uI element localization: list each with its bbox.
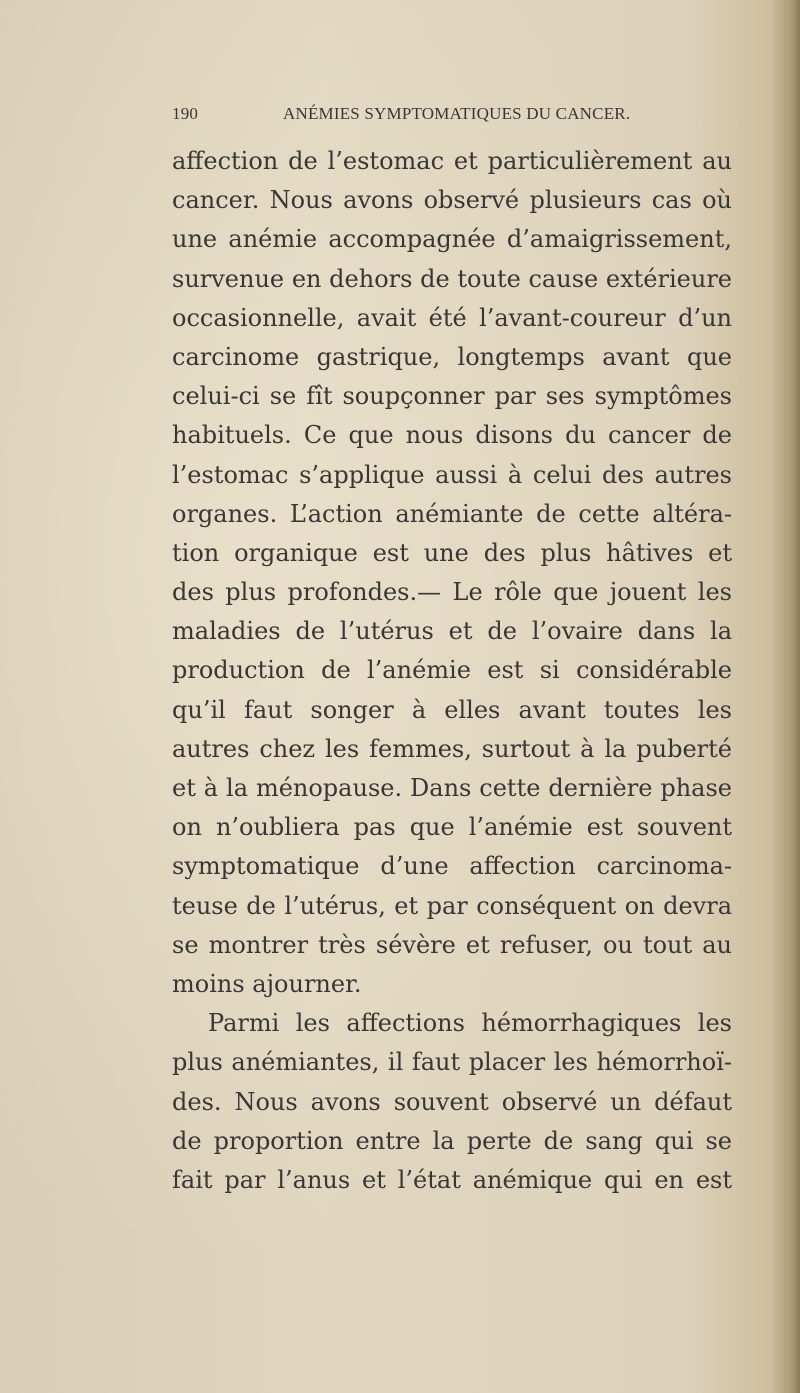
text-line: qu’il faut songer à elles avant toutes les (172, 695, 732, 724)
text-line: plus anémiantes, il faut placer les hémorrhoï- (172, 1048, 732, 1077)
body-text (172, 142, 732, 1200)
text-line: autres chez les femmes, surtout à la puberté (172, 734, 732, 763)
text-line: on n’oubliera pas que l’anémie est souvent (172, 813, 732, 842)
text-line: symptomatique d’une affection carcinoma- (172, 852, 732, 881)
running-title: ANÉMIES SYMPTOMATIQUES DU CANCER. (283, 104, 631, 123)
text-line: carcinome gastrique, longtemps avant que (172, 342, 732, 371)
text-line: celui-ci se fît soupçonner par ses symptômes (172, 382, 732, 411)
paragraph-end-line: moins ajourner. (172, 969, 362, 998)
text-line: teuse de l’utérus, et par conséquent on devra (172, 891, 732, 920)
text-line: occasionnelle, avait été l’avant-coureur d’un (172, 303, 732, 332)
text-line: se montrer très sévère et refuser, ou tout au (172, 930, 732, 959)
text-line: habituels. Ce que nous disons du cancer de (172, 421, 732, 450)
paragraph-start-line: Parmi les affections hémorrhagiques les (208, 1009, 732, 1038)
text-line: affection de l’estomac et particulièrement au (172, 147, 732, 175)
text-line: survenue en dehors de toute cause extérieure (172, 264, 732, 293)
page-number: 190 (172, 104, 199, 123)
text-line: des plus profondes.— Le rôle que jouent les (172, 578, 732, 607)
running-header (172, 104, 732, 128)
text-line: cancer. Nous avons observé plusieurs cas où (172, 186, 732, 215)
text-line: et à la ménopause. Dans cette dernière phase (172, 774, 732, 802)
text-line: de proportion entre la perte de sang qui se (172, 1126, 732, 1155)
text-line: l’estomac s’applique aussi à celui des autres (172, 460, 732, 489)
page-edge-shadow (770, 0, 800, 1393)
text-line: organes. L’action anémiante de cette altéra- (172, 499, 732, 528)
text-line: maladies de l’utérus et de l’ovaire dans la (172, 617, 732, 646)
text-line: des. Nous avons souvent observé un défaut (172, 1087, 732, 1116)
text-line: une anémie accompagnée d’amaigrissement, (172, 225, 732, 254)
text-line: fait par l’anus et l’état anémique qui en est (172, 1165, 732, 1194)
text-line: production de l’anémie est si considérable (172, 656, 732, 685)
text-line: tion organique est une des plus hâtives et (172, 538, 732, 567)
